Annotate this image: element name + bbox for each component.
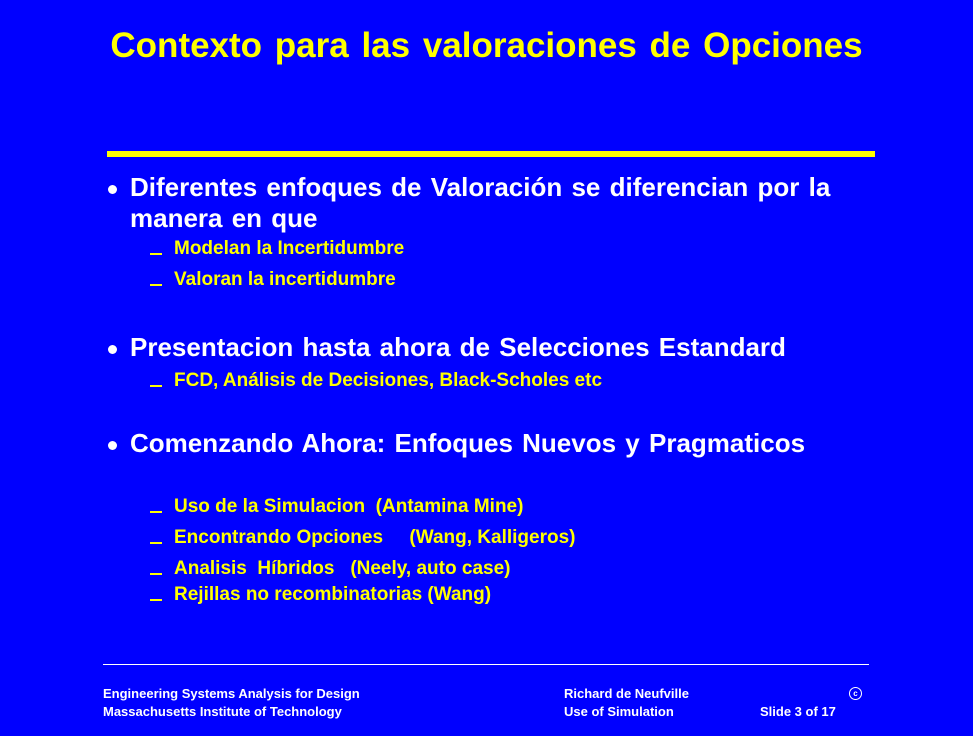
- sub-bullet-item: [150, 368, 602, 393]
- footer-institution: Massachusetts Institute of Technology: [103, 704, 342, 719]
- sub-bullet-item: [150, 494, 523, 519]
- dash-icon: [150, 542, 162, 544]
- dash-icon: [150, 253, 162, 255]
- bullet-item: [108, 172, 930, 234]
- footer-topic: Use of Simulation: [564, 704, 674, 719]
- dash-icon: [150, 599, 162, 601]
- copyright-icon: c: [849, 687, 862, 700]
- sub-bullet-item: [150, 236, 404, 261]
- bullet-icon: [108, 441, 117, 450]
- dash-icon: [150, 385, 162, 387]
- sub-bullet-text: Modelan la Incertidumbre: [174, 238, 405, 259]
- bullet-text: Diferentes enfoques de Valoración se diferencian por la manera en que: [130, 172, 831, 233]
- sub-bullet-item: [150, 525, 576, 550]
- sub-bullet-item: [150, 582, 491, 607]
- sub-bullet-item: [150, 267, 396, 292]
- bullet-item: [108, 428, 810, 459]
- sub-bullet-text: Uso de la Simulacion (Antamina Mine): [174, 496, 524, 517]
- sub-bullet-text: Encontrando Opciones (Wang, Kalligeros): [174, 527, 576, 548]
- footer-slide-number: Slide 3 of 17: [760, 704, 836, 719]
- dash-icon: [150, 573, 162, 575]
- sub-bullet-text: FCD, Análisis de Decisiones, Black-Scholes etc: [174, 370, 603, 391]
- bullet-text: Presentacion hasta ahora de Selecciones Estandard: [130, 332, 786, 362]
- bullet-icon: [108, 345, 117, 354]
- bullet-icon: [108, 185, 117, 194]
- bullet-item: [108, 332, 930, 363]
- footer-course: Engineering Systems Analysis for Design: [103, 686, 360, 701]
- sub-bullet-text: Rejillas no recombinatorias (Wang): [174, 584, 492, 605]
- footer-divider: [103, 664, 869, 665]
- title-underline: [107, 151, 875, 157]
- sub-bullet-text: Analisis Híbridos (Neely, auto case): [174, 558, 511, 579]
- footer-author: Richard de Neufville: [564, 686, 689, 701]
- sub-bullet-item: [150, 556, 510, 581]
- dash-icon: [150, 511, 162, 513]
- slide-title: Contexto para las valoraciones de Opciones: [110, 26, 863, 65]
- sub-bullet-text: Valoran la incertidumbre: [174, 269, 396, 290]
- dash-icon: [150, 284, 162, 286]
- bullet-text: Comenzando Ahora: Enfoques Nuevos y Pragmaticos: [130, 428, 806, 458]
